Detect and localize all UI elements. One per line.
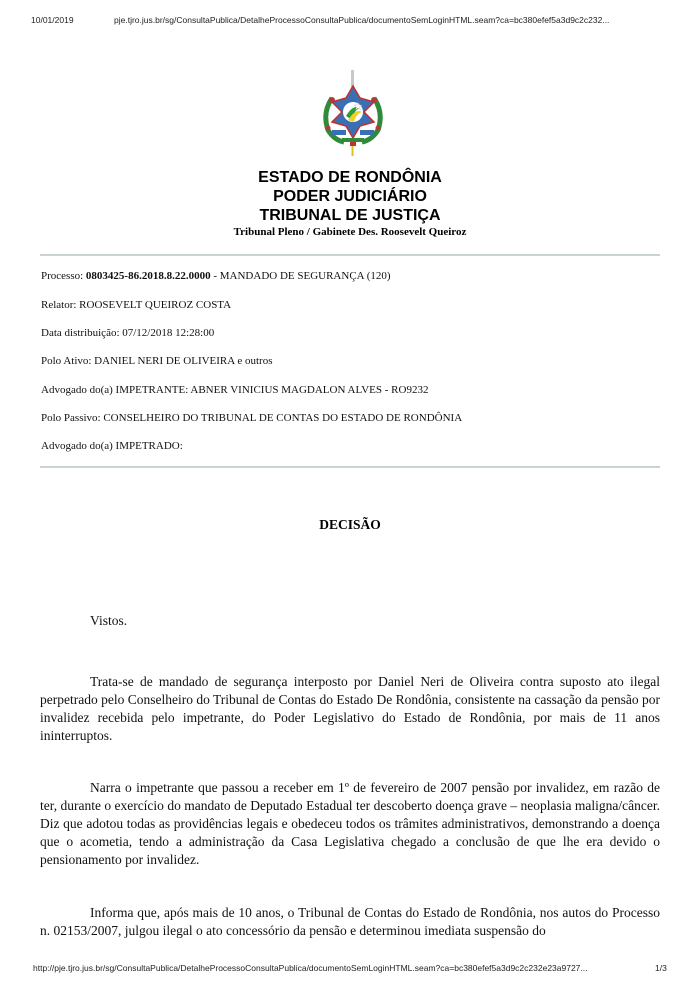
state-name: ESTADO DE RONDÔNIA (258, 169, 442, 186)
separator-top (40, 254, 660, 256)
sword-hilt (352, 146, 354, 156)
relator-line: Relator: ROOSEVELT QUEIROZ COSTA (41, 299, 232, 311)
processo-number: 0803425-86.2018.8.22.0000 (85, 270, 211, 282)
ribbon-left (332, 130, 346, 135)
advogado-impetrante-line: Advogado do(a) IMPETRANTE: ABNER VINICIUS MAGDALON ALVES - RO9232 (41, 384, 429, 396)
print-date: 10/01/2019 (31, 15, 74, 25)
page-number: 1/3 (655, 963, 667, 973)
body-paragraph: Informa que, após mais de 10 anos, o Tribunal de Contas do Estado de Rondônia, nos autos do Processo n. 02153/2007, julgou ilegal o ato concessório da pensão e determinou imediata suspensão do (40, 905, 660, 938)
print-url: pje.tjro.jus.br/sg/ConsultaPublica/DetalheProcessoConsultaPublica/documentoSemLoginHTML.seam?ca=bc380efef5a3d9c2c232... (114, 15, 610, 25)
processo-label: Processo: (41, 270, 84, 282)
distribution-date-line: Data distribuição: 07/12/2018 12:28:00 (41, 327, 215, 339)
letterhead-title (0, 168, 700, 225)
body-paragraph: Trata-se de mandado de segurança interposto por Daniel Neri de Oliveira contra suposto ato ilegal perpetrado pelo Conselheiro do Tribunal de Contas do Estado De Rondônia, consistente na cassação da pensão por invalidez recebida pelo impetrante, do Poder Legislativo do Estado de Rondônia, por mais de 11 anos ininterruptos. (40, 674, 660, 743)
footer-url: http://pje.tjro.jus.br/sg/ConsultaPublica/DetalheProcessoConsultaPublica/documentoSemLoginHTML.seam?ca=bc380efef5a3d9c2c232e23a9727... (33, 963, 588, 973)
decision-title: DECISÃO (319, 517, 381, 532)
branch-name: PODER JUDICIÁRIO (273, 188, 427, 205)
wreath-berry (326, 126, 331, 131)
body-paragraph: Narra o impetrante que passou a receber em 1º de fevereiro de 2007 pensão por invalidez, em razão de ter, durante o exercício do mandato de Deputado Estadual ter descoberto doença grave – neoplasia maligna/câncer. Diz que adotou todas as providências legais e obedeceu todos os trâmites administrativos, demonstrando a doença que o acometia, tendo a administração da Casa Legislativa chegado a conclusão de que lhe era devido o pensionamento por invalidez. (40, 780, 660, 867)
ribbon-right (360, 130, 374, 135)
rondonia-coat-of-arms-icon (318, 68, 388, 158)
polo-ativo-line: Polo Ativo: DANIEL NERI DE OLIVEIRA e outros (41, 355, 273, 367)
court-name: TRIBUNAL DE JUSTIÇA (259, 207, 441, 224)
ribbon-knot (350, 142, 356, 146)
advogado-impetrado-line: Advogado do(a) IMPETRADO: (41, 440, 183, 452)
ribbon-bottom (342, 138, 364, 142)
opening-paragraph: Vistos. (90, 613, 128, 628)
wreath-berry (376, 126, 381, 131)
chamber-subtitle: Tribunal Pleno / Gabinete Des. Roosevelt Queiroz (233, 226, 467, 238)
polo-passivo-line: Polo Passivo: CONSELHEIRO DO TRIBUNAL DE CONTAS DO ESTADO DE RONDÔNIA (41, 412, 463, 424)
processo-line (41, 270, 391, 282)
processo-class: - MANDADO DE SEGURANÇA (120) (210, 270, 391, 282)
separator-bottom (40, 466, 660, 468)
